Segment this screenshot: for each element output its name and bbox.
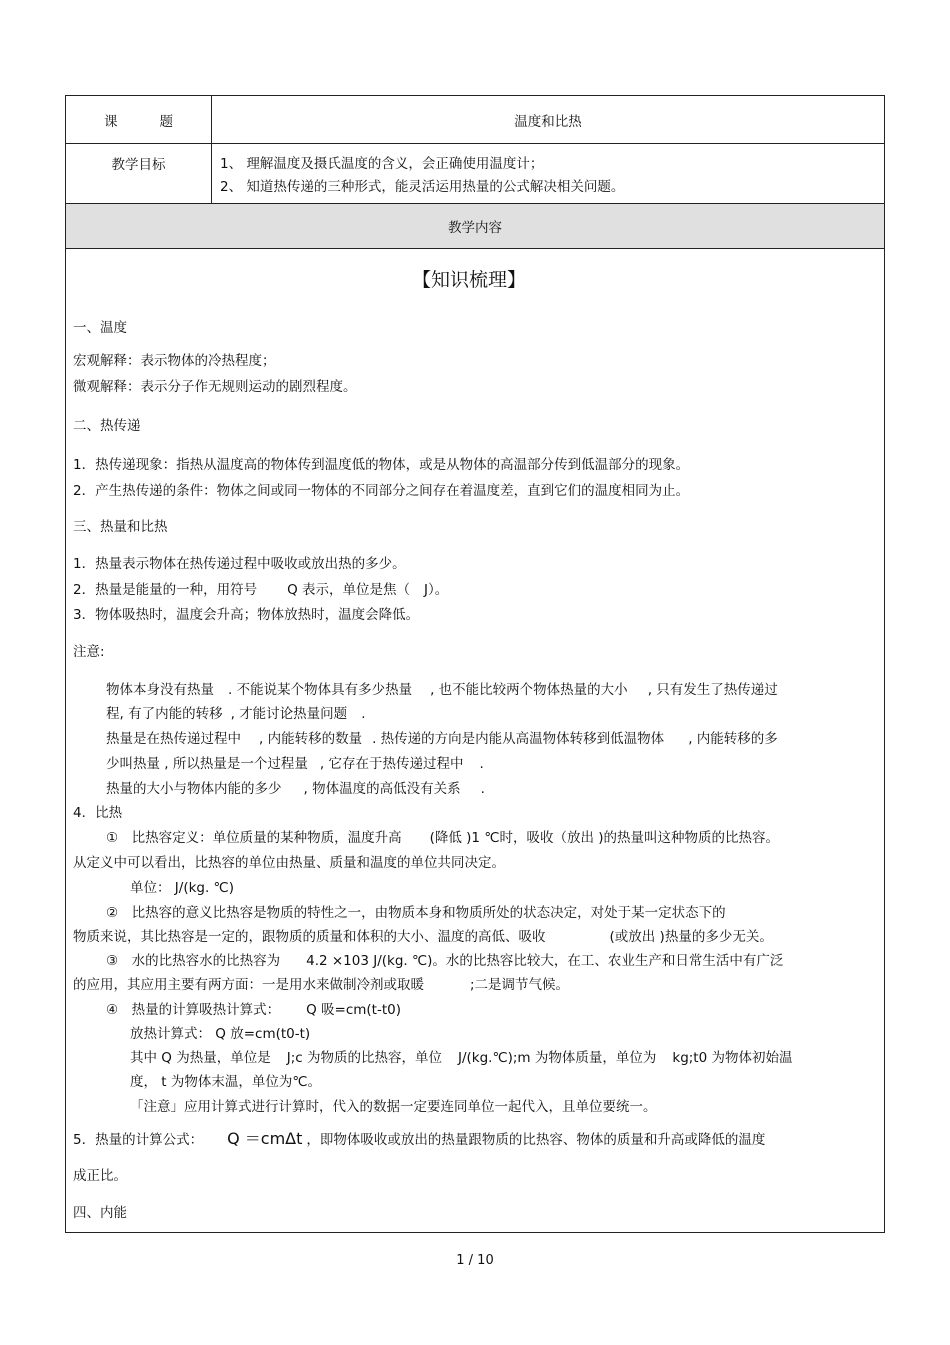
topic-value: 温度和比热: [514, 113, 582, 130]
text: , 物体温度的高低没有关系: [303, 781, 461, 797]
text: ③ 水的比热容水的比热容为: [106, 953, 281, 969]
text: 少叫热量 , 所以热量是一个过程量: [106, 756, 308, 772]
text: 2．热量是能量的一种，用符号: [73, 582, 258, 598]
note-line: [106, 752, 484, 772]
text: 热量的大小与物体内能的多少: [106, 781, 282, 797]
s1-line: 宏观解释：表示物体的冷热程度；: [73, 353, 276, 369]
text: ，即物体吸收或放出的热量跟物质的比热容、物体的质量和升高或降低的温度: [306, 1132, 766, 1148]
topic-row: [66, 96, 884, 144]
text: , 也不能比较两个物体热量的大小: [430, 682, 628, 698]
text: ;二是调节气候。: [470, 977, 570, 993]
goal-row: [66, 144, 884, 204]
text: 物质来说，其比热容是一定的，跟物质的质量和体积的大小、温度的高低、吸收: [73, 929, 546, 945]
note-line: [106, 678, 778, 698]
text: . 热传递的方向是内能从高温物体转移到低温物体: [372, 731, 665, 747]
s4-line: 放热计算式： Q 放=cm(t0-t): [130, 1026, 311, 1042]
text: 程, 有了内能的转移: [106, 706, 223, 722]
text: J;c 为物质的比热容，单位: [286, 1050, 442, 1066]
text: .: [480, 781, 485, 797]
text: 其中 Q 为热量，单位是: [130, 1050, 271, 1066]
text: .: [361, 706, 366, 722]
text: .: [479, 756, 484, 772]
text: , 才能讨论热量问题: [230, 706, 348, 722]
s4-line: 从定义中可以看出，比热容的单位由热量、质量和温度的单位共同决定。: [73, 855, 505, 871]
text: kg;t0 为物体初始温: [672, 1050, 793, 1066]
s3-line: 3．物体吸热时，温度会升高；物体放热时，温度会降低。: [73, 607, 420, 623]
s4-line: [106, 949, 783, 969]
note-label: 注意:: [73, 644, 105, 660]
text: , 它存在于热传递过程中: [319, 756, 464, 772]
s4-line: [106, 826, 779, 846]
text: 热量是在热传递过程中: [106, 731, 241, 747]
goal-item: 2、 知道热传递的三种形式，能灵活运用热量的公式解决相关问题。: [220, 179, 625, 195]
formula: Q ＝cmΔt: [227, 1129, 303, 1148]
text: , 内能转移的多: [688, 731, 778, 747]
s5-line: 成正比。: [73, 1168, 127, 1184]
page-number: 1 / 10: [456, 1253, 494, 1268]
s6-heading: 四、内能: [73, 1205, 127, 1221]
note-line: [106, 702, 365, 722]
text: (或放出 )热量的多少无关。: [609, 929, 773, 945]
note-line: [106, 777, 485, 797]
s5-line: [73, 1126, 765, 1149]
s4-line: [73, 973, 569, 993]
goal-list: [212, 144, 884, 203]
s4-line: [130, 1046, 792, 1066]
s1-line: 微观解释：表示分子作无规则运动的剧烈程度。: [73, 379, 357, 395]
s1-heading: 一、温度: [73, 320, 127, 336]
text: Q 吸=cm(t-t0): [306, 1002, 401, 1018]
s3-line: [73, 578, 448, 598]
text: J/(kg.℃);m 为物体质量，单位为: [457, 1050, 657, 1066]
s4-line: 度， t 为物体末温，单位为℃。: [130, 1074, 322, 1090]
content-body: [66, 249, 884, 1232]
text: ① 比热容定义：单位质量的某种物质，温度升高: [106, 830, 402, 846]
topic-label: 课题: [104, 113, 215, 130]
text: 物体本身没有热量: [106, 682, 214, 698]
text: (降低 )1 ℃时，吸收（放出 )的热量叫这种物质的比热容。: [429, 830, 780, 846]
text: , 只有发生了热传递过: [647, 682, 778, 698]
s2-line: 1．热传递现象：指热从温度高的物体传到温度低的物体，或是从物体的高温部分传到低温部分的现象。: [73, 457, 690, 473]
s2-line: 2．产生热传递的条件：物体之间或同一物体的不同部分之间存在着温度差，直到它们的温度相同为止。: [73, 483, 690, 499]
text: 4.2 ×103 J/(kg. ℃)。水的比热容比较大，在工、农业生产和日常生活中有广泛: [306, 953, 784, 969]
s4-heading: 4．比热: [73, 805, 123, 821]
section-title: 【知识梳理】: [412, 269, 527, 291]
text: 的应用，其应用主要有两方面：一是用水来做制冷剂或取暖: [73, 977, 424, 993]
s3-heading: 三、热量和比热: [73, 519, 168, 535]
text: ④ 热量的计算吸热计算式：: [106, 1002, 281, 1018]
topic-label-cell: [66, 96, 215, 143]
text: . 不能说某个物体具有多少热量: [228, 682, 413, 698]
note-line: [106, 727, 778, 747]
s3-line: 1．热量表示物体在热传递过程中吸收或放出热的多少。: [73, 556, 406, 572]
s4-line: [73, 925, 773, 945]
text: J）。: [424, 582, 449, 598]
text: , 内能转移的数量: [259, 731, 363, 747]
s4-line: 「注意」应用计算式进行计算时，代入的数据一定要连同单位一起代入，且单位要统一。: [130, 1099, 657, 1115]
text: Q 表示，单位是焦（: [287, 582, 411, 598]
s2-heading: 二、热传递: [73, 418, 141, 434]
s4-line: 单位： J/(kg. ℃): [130, 880, 234, 896]
s4-line: [106, 998, 401, 1018]
s4-line: ② 比热容的意义比热容是物质的特性之一，由物质本身和物质所处的状态决定，对处于某一定状态下的: [106, 905, 726, 921]
goal-label: 教学目标: [66, 144, 212, 203]
goal-item: 1、 理解温度及摄氏温度的含义，会正确使用温度计；: [220, 156, 544, 172]
lesson-table: [65, 95, 885, 1233]
text: 5．热量的计算公式：: [73, 1132, 204, 1148]
content-header: 教学内容: [66, 204, 884, 249]
